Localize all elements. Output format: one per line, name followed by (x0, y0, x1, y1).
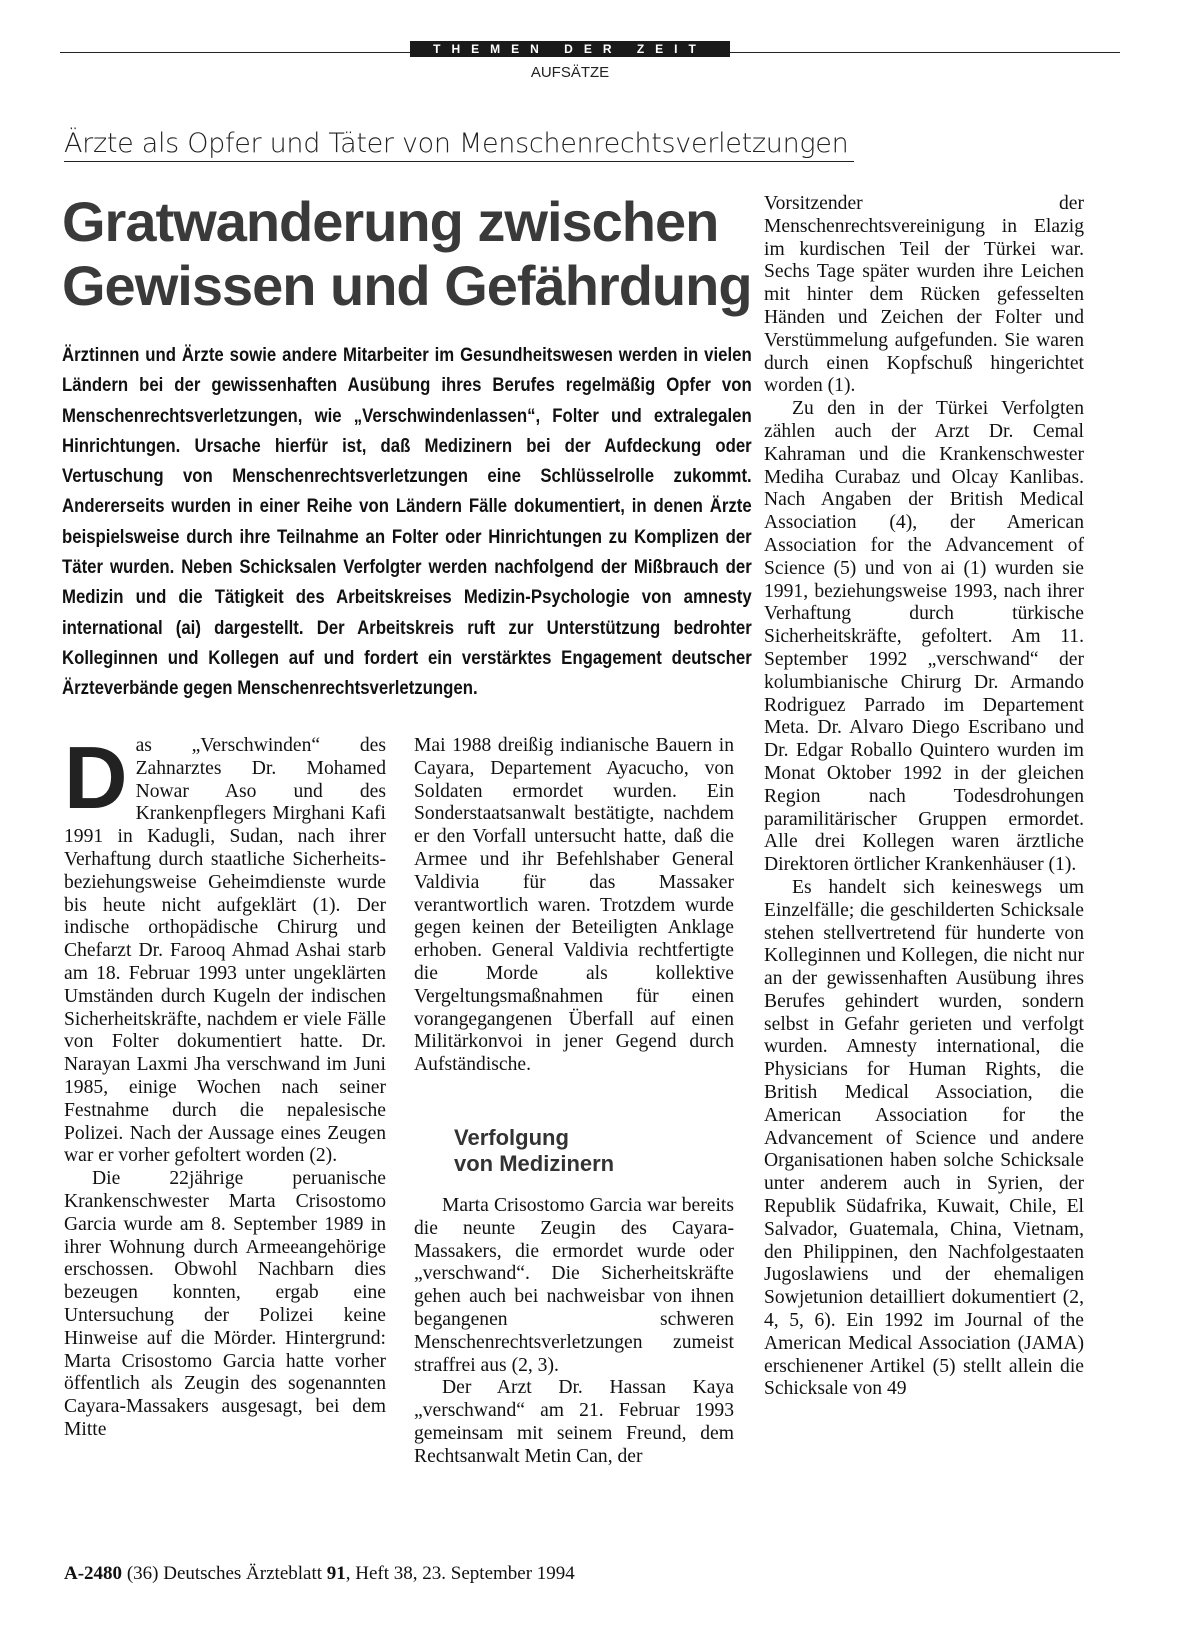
citation-post: , Heft 38, 23. September 1994 (345, 1563, 575, 1584)
headline-line-2: Gewissen und Gefährdung (62, 254, 752, 317)
section-label: THEMEN DER ZEIT (410, 41, 730, 57)
paragraph: Marta Crisostomo Garcia war bereits die neunte Zeugin des Cayara-Massakers, die ermordet wurde oder „verschwand“. Die Sicherheitskräfte gehen auch bei nachweisbar von ihnen begangenen schweren Menschenrechtsverletzungen zumeist straffrei aus (2, 3). (414, 1194, 734, 1376)
lead-paragraph: Ärztinnen und Ärzte sowie andere Mitarbeiter im Gesundheitswesen werden in vielen Ländern bei der gewissenhaften Ausübung ihres Berufes regelmäßig Opfer von Menschenrechtsverletzungen, wie „Verschwindenlassen“, Folter und extralegalen Hinrichtungen. Ursache hierfür ist, daß Medizinern bei der Aufdeckung oder Vertuschung von Menschenrechtsverletzungen eine Schlüsselrolle zukommt. Andererseits wurden in einer Reihe von Ländern Fälle dokumentiert, in denen Ärzte beispielsweise durch ihre Teilnahme an Folter oder Hinrichtungen zu Komplizen der Täter wurden. Neben Schicksalen Verfolgter werden nachfolgend der Mißbrauch der Medizin und die Tätigkeit des Arbeitskreises Medizin-Psychologie von amnesty international (ai) dargestellt. Der Arbeitskreis ruft zur Unterstützung bedrohter Kolleginnen und Kollegen auf und fordert ein verstärktes Engagement deutscher Ärzteverbände gegen Menschenrechtsverletzungen. (62, 344, 752, 700)
paragraph: Die 22jährige peruanische Krankenschwester Marta Crisostomo Garcia wurde am 8. September 1989 in ihrer Wohnung durch Armeeangehörige erschossen. Obwohl Nachbarn dies bezeugen konnten, ergab eine Untersuchung der Polizei keine Hinweise auf die Mörder. Hintergrund: Marta Crisostomo Garcia hatte vorher öffentlich als Zeugin des sogenannten Cayara-Massakers ausgesagt, bei dem Mitte (64, 1168, 386, 1440)
body-column-2 (414, 735, 734, 1469)
headline-line-1: Gratwanderung zwischen (62, 190, 719, 253)
citation-pre: (36) Deutsches Ärzteblatt (126, 1563, 323, 1584)
subheading (454, 1125, 734, 1177)
volume-number: 91 (326, 1563, 346, 1584)
subheading-line-2: von Medizinern (454, 1150, 615, 1176)
paragraph (64, 728, 386, 1168)
paragraph: Der Arzt Dr. Hassan Kaya „verschwand“ am 21. Februar 1993 gemeinsam mit seinem Freund, dem Rechtsanwalt Metin Can, der (414, 1377, 734, 1467)
paragraph: Mai 1988 dreißig indianische Bauern in Cayara, Departement Ayacucho, von Soldaten ermordet wurden. Ein Sonderstaatsanwalt bestätigte, nachdem er den Vorfall untersucht hatte, daß die Armee und ihr Befehlshaber General Valdivia für das Massaker verantwortlich waren. Trotzdem wurde gegen keinen der Beteiligten Anklage erhoben. General Valdivia rechtfertigte die Morde als kollektive Vergeltungsmaßnahmen für einen vorangegangenen Überfall auf einen Militärkonvoi in jener Gegend durch Aufständische. (414, 735, 734, 1076)
body-column-1 (64, 728, 386, 1442)
paragraph: Vorsitzender der Menschenrechtsvereinigung in Elazig im kurdischen Teil der Türkei war. Sechs Tage später wurden ihre Leichen mit hinter dem Rücken gefesselten Händen und Zeichen der Folter und Verstümmelung aufgefunden. Sie waren durch einen Kopfschuß hingerichtet worden (1). (764, 193, 1084, 397)
paragraph: Zu den in der Türkei Verfolgten zählen auch der Arzt Dr. Cemal Kahraman und die Krankenschwester Mediha Curabaz und Olcay Kanlibas. Nach Angaben der British Medical Association (4), der American Association for the Advancement of Science (5) und von ai (1) wurden sie 1991, beziehungsweise 1993, nach ihrer Verhaftung durch türkische Sicherheitskräfte, gefoltert. Am 11. September 1992 „verschwand“ der kolumbianische Chirurg Dr. Armando Rodriguez Parrado im Departement Meta. Dr. Alvaro Diego Escribano und Dr. Edgar Roballo Quintero wurden im Monat Oktober 1992 in der gleichen Region nach Todesdrohungen paramilitärischer Gruppen ermordet. Alle drei Kollegen waren ärztliche Direktoren örtlicher Krankenhäuser (1). (764, 398, 1084, 876)
body-column-3 (764, 193, 1084, 1401)
dropcap: D (64, 728, 128, 827)
page-footer (64, 1563, 575, 1585)
page-number: A-2480 (64, 1563, 123, 1584)
paragraph-text: as „Verschwinden“ des Zahnarztes Dr. Mohamed Nowar Aso und des Krankenpflegers Mirghani Kafi 1991 in Kadugli, Sudan, nach ihrer Verhaftung durch staatliche Sicherheits- beziehungsweise Geheimdienste wurde bis heute nicht aufgeklärt (1). Der indische orthopädische Chirurg und Chefarzt Dr. Farooq Ahmad Ashai starb am 18. Februar 1993 unter ungeklärten Umständen durch Kugeln der indischen Sicherheitskräfte, nachdem er viele Fälle von Folter dokumentiert hatte. Dr. Narayan Laxmi Jha verschwand im Juni 1985, einige Wochen nach seiner Festnahme durch die nepalesische Polizei. Nach der Aussage eines Zeugen war er vorher gefoltert worden (2). (64, 735, 386, 1167)
topic-line: Ärzte als Opfer und Täter von Menschenrechtsverletzungen (64, 128, 854, 162)
headline (62, 190, 752, 318)
subsection-label: AUFSÄTZE (530, 64, 610, 81)
paragraph: Es handelt sich keineswegs um Einzelfälle; die geschilderten Schicksale stehen stellvertretend für hunderte von Kolleginnen und Kollegen, die nicht nur an der gewissenhaften Ausübung ihres Berufes gehindert wurden, sondern selbst in Gefahr gerieten und verfolgt wurden. Amnesty international, die Physicians for Human Rights, die British Medical Association, die American Association for the Advancement of Science und andere Organisationen haben solche Schicksale unter anderem auch in Syrien, der Republik Südafrika, Kuwait, Chile, El Salvador, Guatemala, China, Vietnam, den Philippinen, den Nachfolgestaaten Jugoslawiens und der ehemaligen Sowjetunion detailliert dokumentiert (2, 4, 5, 6). Ein 1992 im Journal of the American Medical Association (JAMA) erschienener Artikel (5) stellt allein die Schicksale von 49 (764, 876, 1084, 1400)
subheading-line-1: Verfolgung (454, 1124, 569, 1150)
